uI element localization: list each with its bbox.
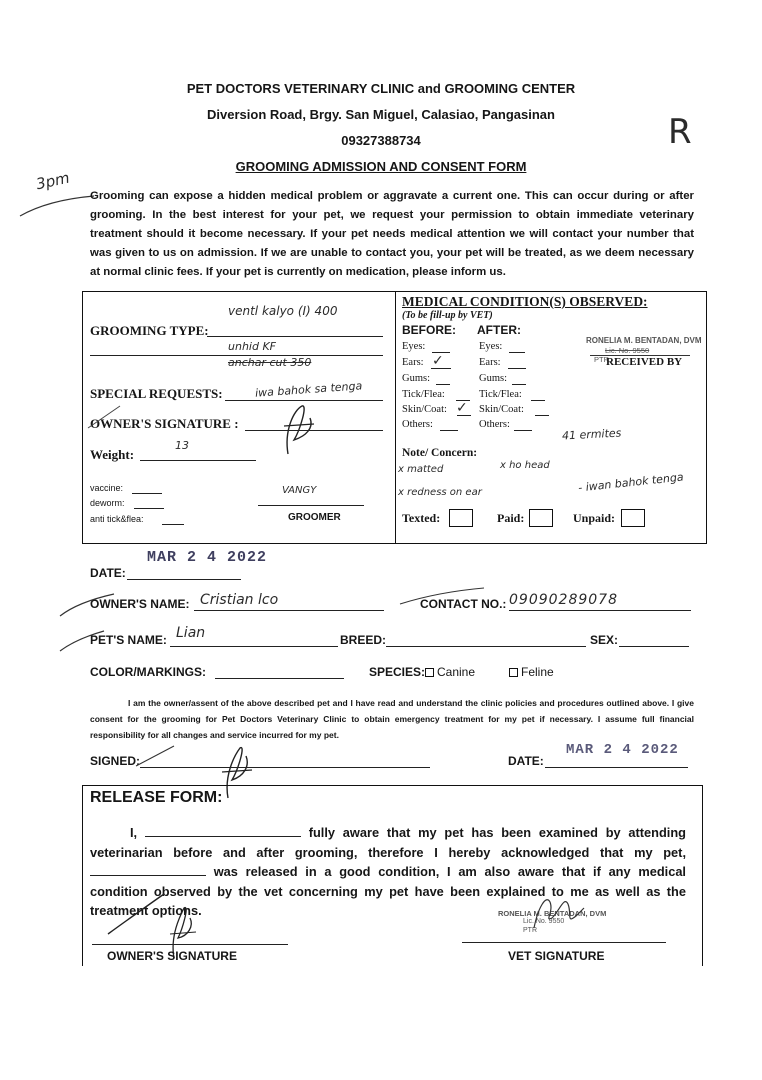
before-eyes: Eyes: xyxy=(402,341,426,352)
before-others: Others: xyxy=(402,419,433,430)
paid-checkbox[interactable] xyxy=(529,509,553,527)
after-gums-line xyxy=(512,384,526,385)
signed-date-value: MAR 2 4 2022 xyxy=(566,742,679,758)
groomer-line xyxy=(258,505,364,506)
medical-heading: MEDICAL CONDITION(S) OBSERVED: xyxy=(402,294,648,309)
deworm-line xyxy=(134,508,164,509)
release-owner-signature-label: OWNER'S SIGNATURE xyxy=(107,949,237,963)
intro-paragraph: Grooming can expose a hidden medical problem or aggravate a current one. This can occur during or after grooming. In the best interest for your pet, we request your permission to obtain immediate veterinary treatment should it become necessary. If your pet needs medical attention we will contact your number that was given to us on admission. If we are unable to contact you, your pet will be treated, as we deem necessary at normal clinic fees. If your pet is currently on medication, please inform us. xyxy=(90,190,694,278)
after-eyes-line xyxy=(509,352,525,353)
release-owner-line xyxy=(92,944,288,945)
after-gums: Gums: xyxy=(479,373,508,384)
after-skincoat: Skin/Coat: xyxy=(479,404,524,415)
contact-value: 09090289078 xyxy=(509,592,618,608)
note-line-4: - iwan bahok tenga xyxy=(577,470,685,495)
unpaid-checkbox[interactable] xyxy=(621,509,645,527)
release-pet-fill xyxy=(90,862,206,876)
unpaid-label: Unpaid: xyxy=(573,511,616,525)
before-ears: Ears: xyxy=(402,357,424,368)
after-ears-line xyxy=(508,368,526,369)
pet-name-value: Lian xyxy=(176,625,206,641)
note-label: Note/ Concern: xyxy=(402,447,478,459)
owner-name-label: OWNER'S NAME: xyxy=(90,597,190,611)
release-vet-line xyxy=(462,942,666,943)
canine-checkbox[interactable] xyxy=(425,668,434,677)
vet-stamp-ptr: PTR xyxy=(594,355,609,364)
release-vet-stamp-name: RONELIA M. BENTADAN, DVM xyxy=(498,909,607,918)
signed-date-line xyxy=(545,767,688,768)
note-line-3: x ho head xyxy=(500,460,550,471)
release-text-2: was released in a good condition, I am also aware that if any medical condition observed by the vet concerning my pet have been explained to me as well as the treatment options. xyxy=(90,864,686,919)
after-eyes: Eyes: xyxy=(479,341,503,352)
pet-name-stroke xyxy=(58,627,108,655)
after-tickflea-line xyxy=(531,400,545,401)
grooming-type-value-2: unhid KF xyxy=(228,340,276,353)
special-requests-value: iwa bahok sa tenga xyxy=(254,379,363,400)
owner-signature-label: OWNER'S SIGNATURE : xyxy=(90,416,239,431)
feline-checkbox[interactable] xyxy=(509,668,518,677)
before-skincoat: Skin/Coat: xyxy=(402,404,447,415)
signed-date-label: DATE: xyxy=(508,754,544,768)
texted-label: Texted: xyxy=(402,511,441,525)
sex-line xyxy=(619,646,689,647)
before-label: BEFORE: xyxy=(402,323,456,337)
groomer-value: VANGY xyxy=(282,485,317,496)
before-ears-check: ✓ xyxy=(432,353,444,369)
contact-stroke xyxy=(398,586,488,608)
margin-stroke xyxy=(18,190,98,220)
contact-line xyxy=(509,610,691,611)
medical-subheading: (To be fill-up by VET) xyxy=(402,310,493,321)
vet-stamp-lic: Lic. No. 9550 xyxy=(605,346,650,355)
color-line xyxy=(215,678,344,679)
before-gums: Gums: xyxy=(402,373,431,384)
antitick-line xyxy=(162,524,184,525)
weight-label: Weight: xyxy=(90,447,135,462)
date-label: DATE: xyxy=(90,566,126,580)
breed-label: BREED: xyxy=(340,633,387,647)
pet-name-label: PET'S NAME: xyxy=(90,633,167,647)
before-gums-line xyxy=(436,384,450,385)
release-i: I, xyxy=(130,825,138,840)
owner-name-line xyxy=(194,610,384,611)
grooming-type-label: GROOMING TYPE: xyxy=(90,323,209,338)
grooming-type-value-3: anchar cut 350 xyxy=(228,356,312,369)
weight-value: 13 xyxy=(175,439,189,452)
special-requests-label: SPECIAL REQUESTS: xyxy=(90,386,223,401)
after-others-line xyxy=(514,430,532,431)
release-vet-stamp-lic: Lic. No. 9550 xyxy=(523,918,565,925)
clinic-name: PET DOCTORS VETERINARY CLINIC and GROOMING CENTER xyxy=(186,81,576,96)
vaccine-line xyxy=(132,493,162,494)
signed-label: SIGNED: xyxy=(90,754,141,768)
release-vet-stamp-ptr: PTR xyxy=(523,927,537,934)
color-label: COLOR/MARKINGS: xyxy=(90,665,206,679)
weight-line xyxy=(140,460,256,461)
before-tickflea: Tick/Flea: xyxy=(402,389,445,400)
owner-signature-mark xyxy=(280,400,320,458)
received-by-label: RECEIVED BY xyxy=(606,356,683,368)
grooming-type-value-1: ventl kalyo (I) 400 xyxy=(228,304,338,318)
margin-initial: R xyxy=(668,112,692,152)
note-line-1: 41 ermites xyxy=(561,426,622,443)
grooming-type-line xyxy=(207,336,383,337)
consent-paragraph: I am the owner/assent of the above described pet and I have read and understand the clinic policies and procedures outlined above. I give consent for the grooming for Pet Doctors Veterinary Clinic to obtain emergency treatment for my pet if necessary. I assume full financial responsibility for all changes and service incurred for my pet. xyxy=(90,698,694,740)
release-vet-signature-mark xyxy=(528,888,588,934)
owner-signature-stroke xyxy=(86,402,126,432)
pet-name-line xyxy=(170,646,338,647)
form-title: GROOMING ADMISSION AND CONSENT FORM xyxy=(235,159,527,174)
date-stamp-value: MAR 2 4 2022 xyxy=(147,549,268,566)
margin-time-note: 3pm xyxy=(34,168,72,194)
vet-stamp-name: RONELIA M. BENTADAN, DVM xyxy=(586,336,702,345)
table-divider xyxy=(395,291,396,543)
deworm-label: deworm: xyxy=(90,498,125,508)
vaccine-label: vaccine: xyxy=(90,483,124,493)
after-ears: Ears: xyxy=(479,357,501,368)
release-owner-fill xyxy=(145,823,301,837)
note-line-5: x redness on ear xyxy=(398,487,482,498)
clinic-address: Diversion Road, Brgy. San Miguel, Calasiao, Pangasinan xyxy=(207,107,555,122)
texted-checkbox[interactable] xyxy=(449,509,473,527)
after-tickflea: Tick/Flea: xyxy=(479,389,522,400)
clinic-phone: 09327388734 xyxy=(341,133,421,148)
after-others: Others: xyxy=(479,419,510,430)
release-title: RELEASE FORM: xyxy=(90,789,223,806)
owner-name-value: Cristian lco xyxy=(200,592,279,608)
breed-line xyxy=(386,646,586,647)
antitick-label: anti tick&flea: xyxy=(90,514,144,524)
release-vet-signature-label: VET SIGNATURE xyxy=(508,949,605,963)
note-line-2: x matted xyxy=(398,464,444,475)
owner-name-stroke xyxy=(58,590,118,620)
after-label: AFTER: xyxy=(477,323,521,337)
after-skincoat-line xyxy=(535,415,549,416)
before-others-line xyxy=(440,430,458,431)
sex-label: SEX: xyxy=(590,633,619,647)
paid-label: Paid: xyxy=(497,511,525,525)
canine-label: Canine xyxy=(437,665,476,679)
species-label: SPECIES: xyxy=(369,665,426,679)
date-line xyxy=(127,579,241,580)
groomer-label: GROOMER xyxy=(288,512,341,523)
release-text-1: fully aware that my pet has been examined by attending veterinarian before and after grooming, therefore I hereby acknowledged that my pet, xyxy=(90,825,686,860)
before-skin-check: ✓ xyxy=(456,400,468,416)
feline-label: Feline xyxy=(521,665,554,679)
contact-label: CONTACT NO.: xyxy=(420,597,507,611)
